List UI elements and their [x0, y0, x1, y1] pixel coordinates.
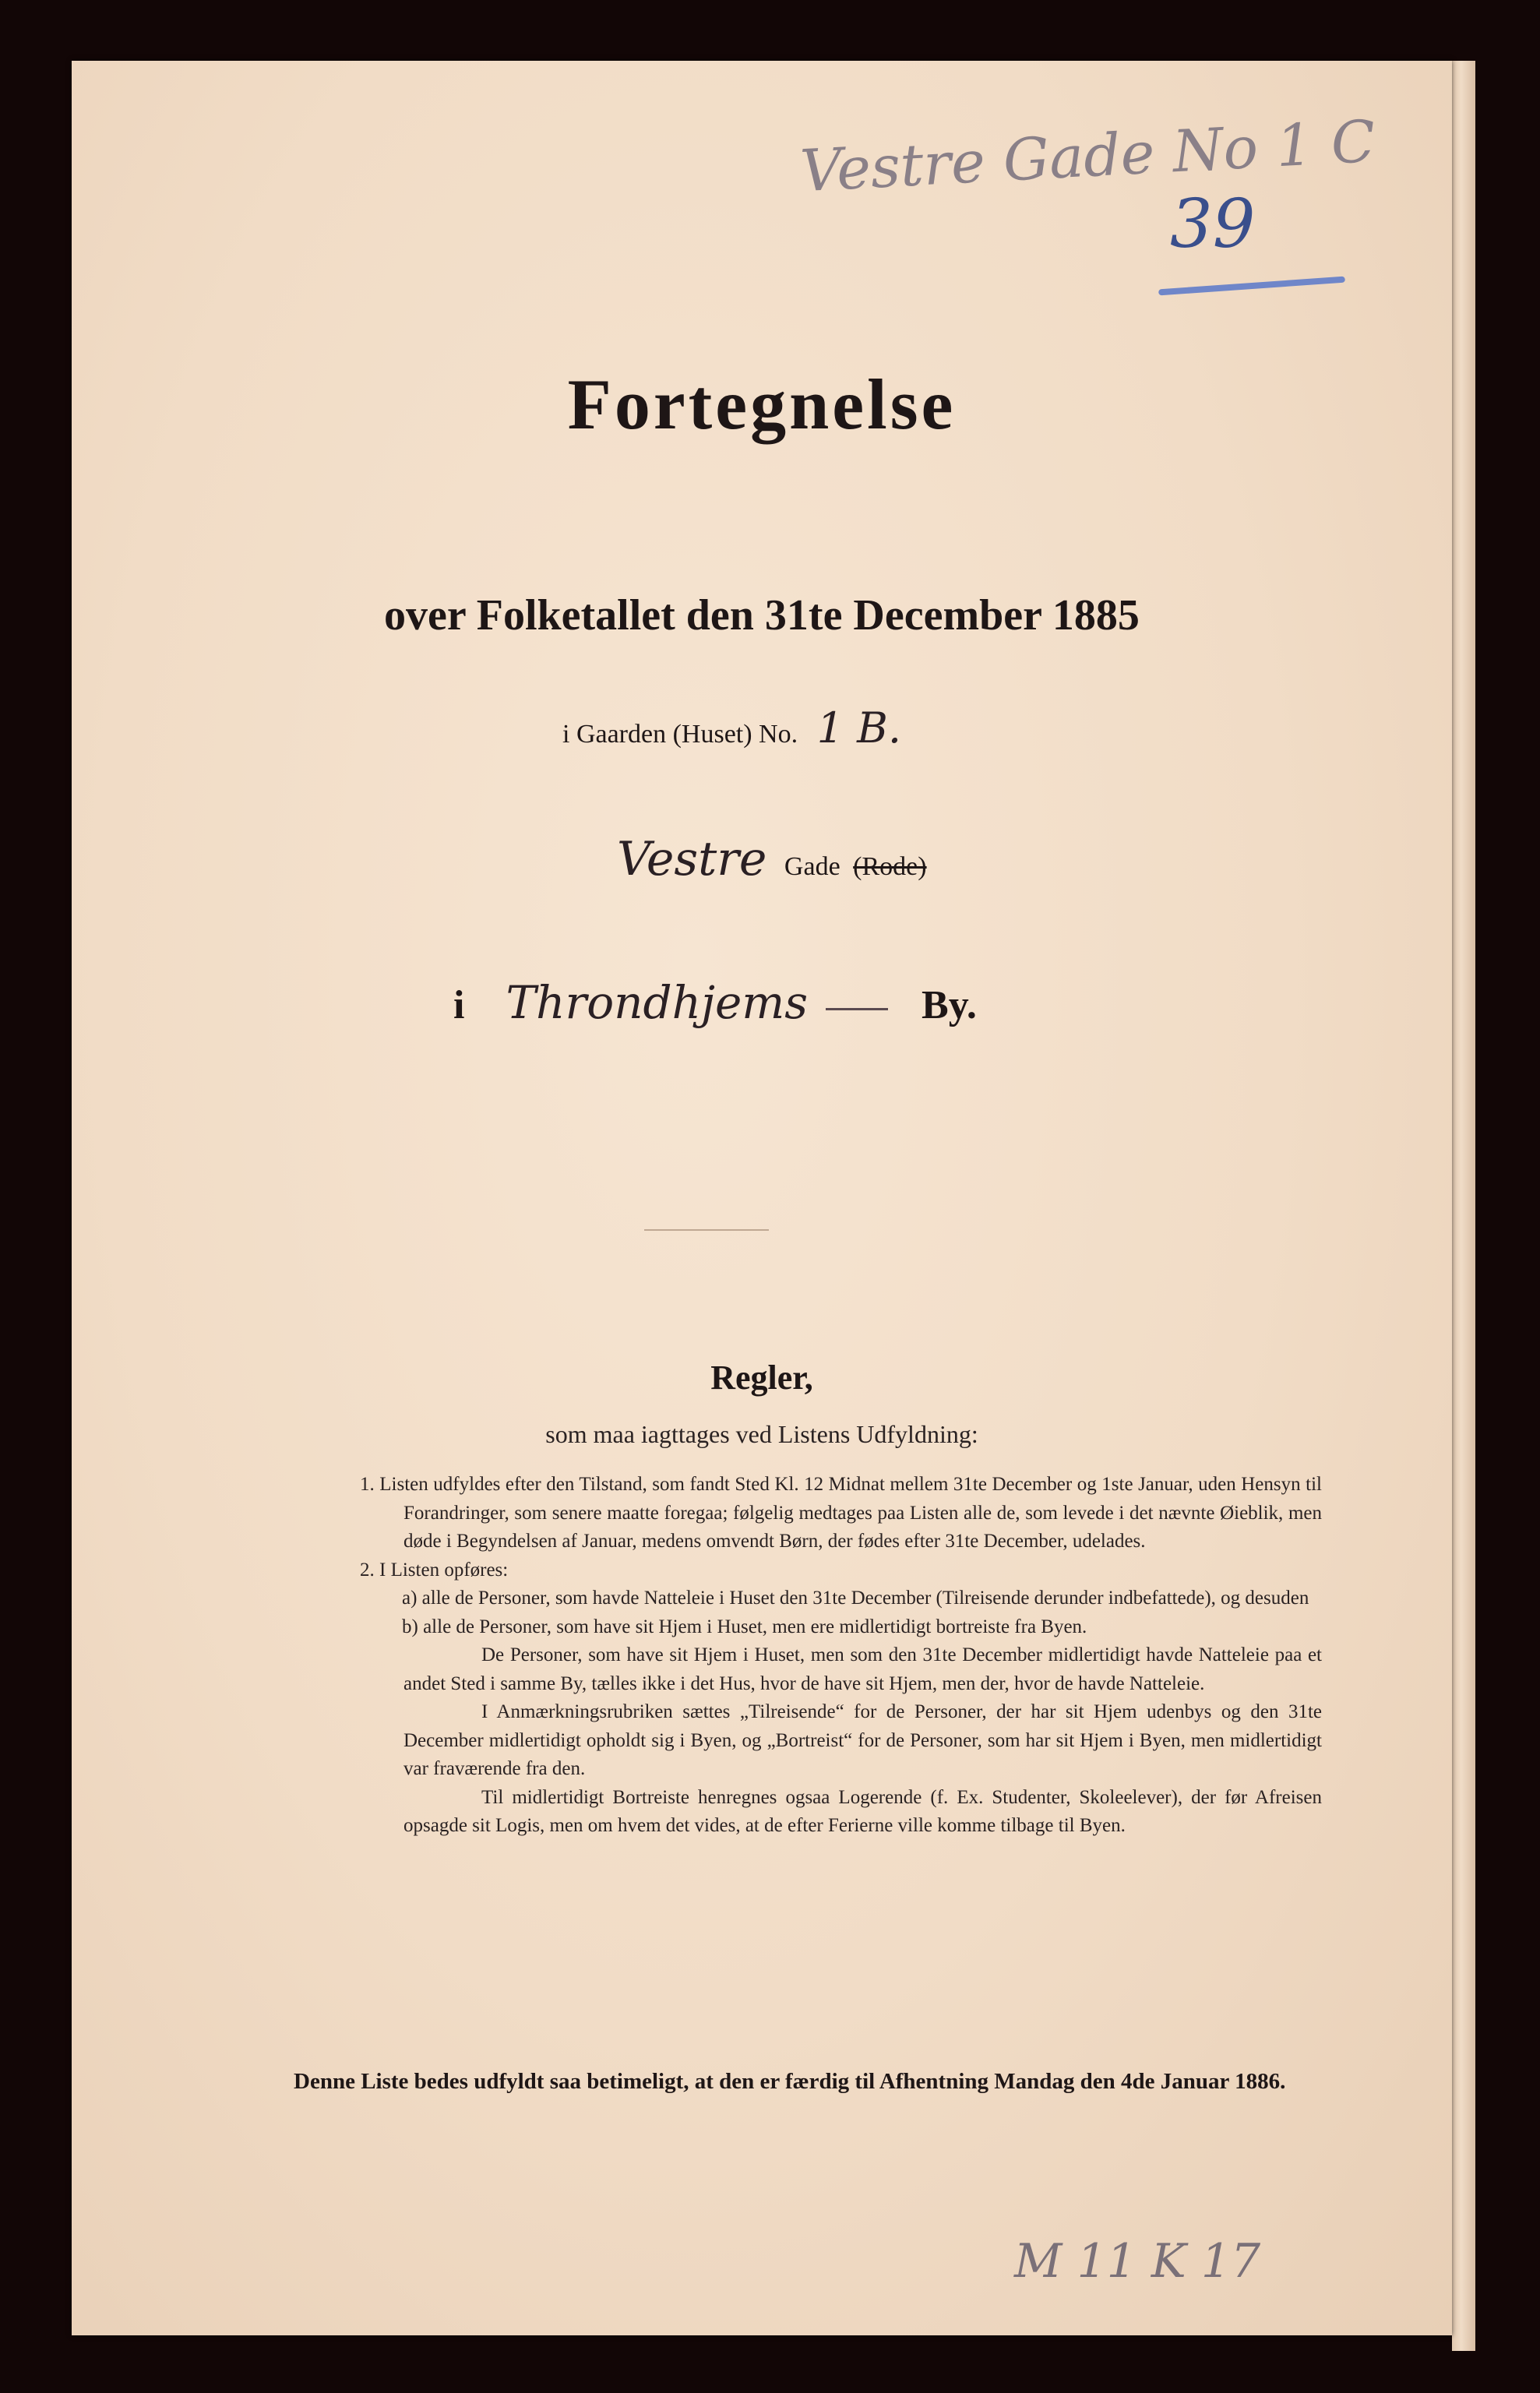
- handwritten-number: 39: [1170, 185, 1256, 263]
- page-subtitle: over Folketallet den 31te December 1885: [384, 591, 1140, 640]
- rule-2a: a) alle de Personer, som havde Natteleie i Huset den 31te December (Tilreisende derunder indbefattede), og desuden: [402, 1588, 1309, 1609]
- rule-1: 1. Listen udfyldes efter den Tilstand, som fandt Sted Kl. 12 Midnat mellem 31te December og 1ste Januar, uden Hensyn til Forandringer, som senere maatte foregaa; følgelig medtages paa Listen alle de, som levede i det nævnte Øieblik, men døde i Begyndelsen af Januar, medens omvendt Børn, der fødes efter 31te December, udelades.: [360, 1474, 1322, 1552]
- street-line: [617, 832, 927, 886]
- city-line: [453, 976, 977, 1029]
- rules-title: Regler,: [710, 1359, 813, 1397]
- rule-note-2: I Anmærkningsrubriken sættes „Tilreisende“ for de Personer, der har sit Hjem udenbys og den 31te December midlertidigt opholdt sig i Byen, og „Bortreist“ for de Personer, som har sit Hjem i Byen, men midlertidigt var fraværende fra den.: [404, 1701, 1322, 1779]
- street-label-rode: (Rode): [853, 852, 927, 881]
- city-prefix: i: [453, 983, 465, 1027]
- page-edge: [1452, 61, 1475, 2351]
- blue-underline: [1158, 277, 1345, 296]
- page-title: Fortegnelse: [567, 365, 957, 444]
- rule-2: 2. I Listen opføres:: [360, 1559, 509, 1581]
- city-dash: [826, 1008, 888, 1010]
- city-suffix: By.: [922, 983, 977, 1027]
- house-value: 1 B.: [816, 703, 901, 752]
- handwritten-address: Vestre Gade No 1 C: [798, 107, 1377, 206]
- closing-instruction: Denne Liste bedes udfyldt saa betimeligt, at den er færdig til Afhentning Mandag den 4de Januar 1886.: [294, 2069, 1286, 2094]
- rule-2b: b) alle de Personer, som have sit Hjem i Huset, men ere midlertidigt bortreiste fra Byen.: [402, 1616, 1087, 1637]
- rules-subtitle: som maa iagttages ved Listens Udfyldning:: [545, 1420, 978, 1448]
- city-value: Throndhjems: [506, 976, 809, 1029]
- house-line: [562, 703, 901, 752]
- rule-note-1: De Personer, som have sit Hjem i Huset, men som den 31te December midlertidigt havde Natteleie paa et andet Sted i samme By, tælles ikke i det Hus, hvor de have sit Hjem, men der, hvor de havde Natteleie.: [404, 1644, 1322, 1694]
- rules-body: [360, 1471, 1322, 1841]
- section-divider: [644, 1229, 769, 1231]
- handwritten-footer: M 11 K 17: [1014, 2234, 1261, 2289]
- house-label: i Gaarden (Huset) No.: [562, 720, 798, 749]
- street-value: Vestre: [617, 832, 767, 886]
- rule-note-3: Til midlertidigt Bortreiste henregnes ogsaa Logerende (f. Ex. Studenter, Skoleelever), der før Afreisen opsagde sit Logis, men om hvem det vides, at de efter Ferierne ville komme tilbage til Byen.: [404, 1786, 1322, 1836]
- street-label-gade: Gade: [784, 852, 840, 881]
- census-form-page: [72, 61, 1452, 2335]
